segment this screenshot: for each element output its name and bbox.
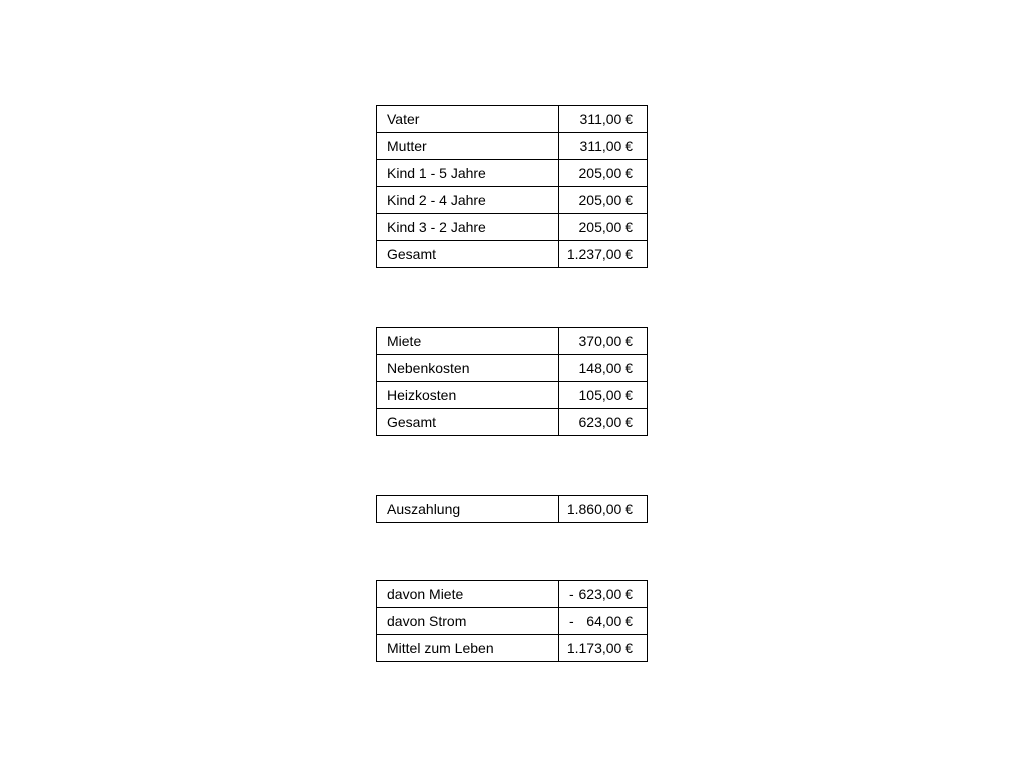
row-label: Kind 3 - 2 Jahre bbox=[377, 214, 559, 241]
table-row-total bbox=[377, 241, 648, 268]
row-label: Miete bbox=[377, 328, 559, 355]
row-value-cell bbox=[559, 608, 648, 635]
table-row bbox=[377, 496, 648, 523]
row-label: Auszahlung bbox=[377, 496, 559, 523]
payout-table bbox=[376, 495, 648, 523]
total-value: 623,00 € bbox=[559, 409, 648, 436]
remainder-table bbox=[376, 580, 648, 662]
table-row-total bbox=[377, 635, 648, 662]
row-value: 623,00 € bbox=[578, 586, 633, 602]
table-row bbox=[377, 106, 648, 133]
persons-table bbox=[376, 105, 648, 268]
table-row-total bbox=[377, 409, 648, 436]
row-value: 148,00 € bbox=[559, 355, 648, 382]
row-label: Mutter bbox=[377, 133, 559, 160]
total-label: Gesamt bbox=[377, 409, 559, 436]
row-value: 311,00 € bbox=[559, 133, 648, 160]
table-row bbox=[377, 581, 648, 608]
row-value: 311,00 € bbox=[559, 106, 648, 133]
minus-sign: - bbox=[569, 613, 574, 629]
row-value: 205,00 € bbox=[559, 160, 648, 187]
table-row bbox=[377, 328, 648, 355]
minus-sign: - bbox=[569, 586, 574, 602]
row-value: 370,00 € bbox=[559, 328, 648, 355]
row-value: 205,00 € bbox=[559, 214, 648, 241]
total-label: Mittel zum Leben bbox=[377, 635, 559, 662]
row-value: 105,00 € bbox=[559, 382, 648, 409]
table-row bbox=[377, 187, 648, 214]
row-label: Nebenkosten bbox=[377, 355, 559, 382]
total-value: 1.173,00 € bbox=[559, 635, 648, 662]
table-row bbox=[377, 133, 648, 160]
row-label: davon Miete bbox=[377, 581, 559, 608]
table-row bbox=[377, 382, 648, 409]
row-value-cell bbox=[559, 581, 648, 608]
row-label: Vater bbox=[377, 106, 559, 133]
row-label: Kind 1 - 5 Jahre bbox=[377, 160, 559, 187]
row-label: Kind 2 - 4 Jahre bbox=[377, 187, 559, 214]
row-value: 64,00 € bbox=[586, 613, 633, 629]
table-row bbox=[377, 608, 648, 635]
table-row bbox=[377, 160, 648, 187]
total-label: Gesamt bbox=[377, 241, 559, 268]
row-value: 205,00 € bbox=[559, 187, 648, 214]
table-row bbox=[377, 214, 648, 241]
row-label: davon Strom bbox=[377, 608, 559, 635]
row-value: 1.860,00 € bbox=[559, 496, 648, 523]
row-label: Heizkosten bbox=[377, 382, 559, 409]
total-value: 1.237,00 € bbox=[559, 241, 648, 268]
housing-costs-table bbox=[376, 327, 648, 436]
table-row bbox=[377, 355, 648, 382]
